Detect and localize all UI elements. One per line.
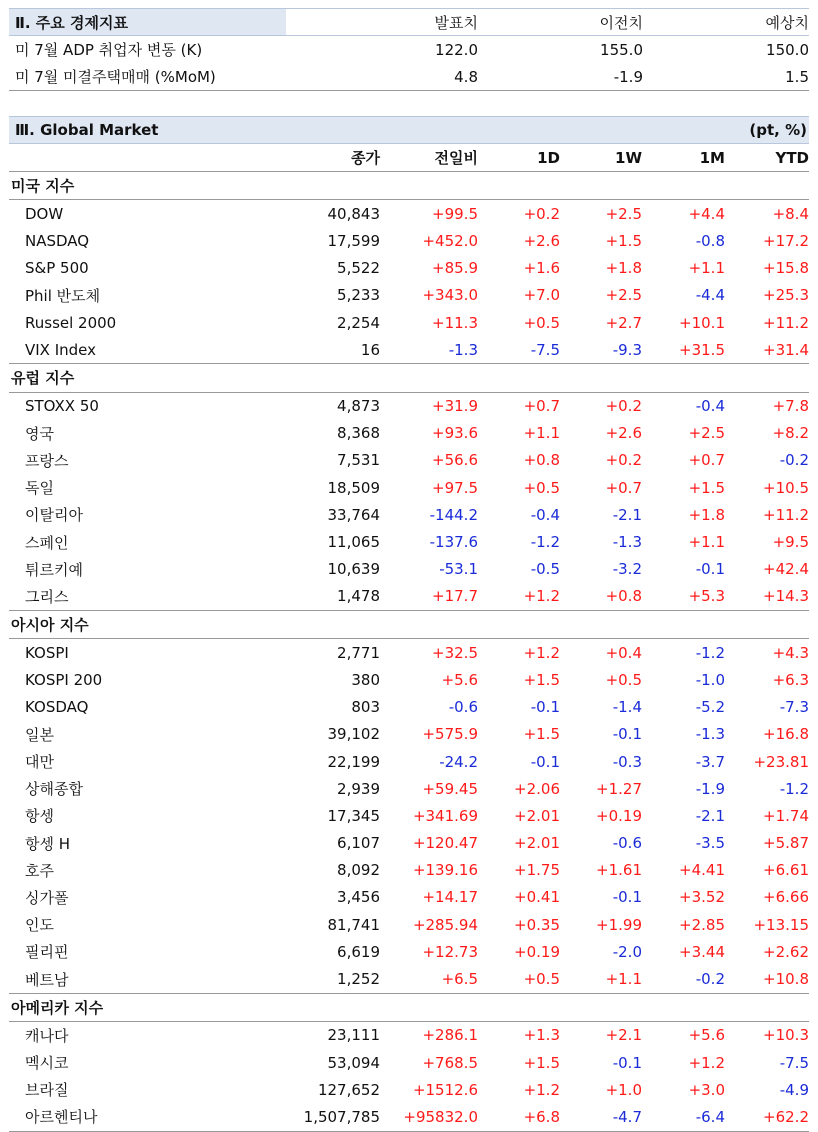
index-change: -1.3 (448, 340, 478, 359)
index-1m: +1.1 (688, 259, 725, 278)
index-1d: +1.2 (523, 587, 560, 606)
index-change: -24.2 (439, 752, 478, 771)
table-row (9, 721, 809, 748)
index-name: 그리스 (25, 587, 69, 606)
index-change: -144.2 (429, 505, 478, 524)
index-1d: +2.01 (514, 806, 560, 825)
index-1w: +2.5 (605, 204, 642, 223)
index-name: VIX Index (25, 340, 97, 359)
index-change: +452.0 (422, 231, 478, 250)
group-header: 아시아 지수 (9, 610, 809, 639)
index-name: 필리핀 (25, 943, 69, 962)
indicator-actual: 122.0 (435, 40, 478, 59)
index-1w: +2.7 (605, 313, 642, 332)
index-name: 캐나다 (25, 1026, 69, 1045)
index-name: 항셍 (25, 807, 54, 826)
index-name: 상해종합 (25, 780, 83, 799)
economic-indicators-header (9, 8, 809, 36)
index-change: +768.5 (422, 1053, 478, 1072)
indicator-name: 미 7월 ADP 취업자 변동 (K) (15, 41, 203, 60)
index-name: Russel 2000 (25, 313, 117, 332)
table-row (9, 1103, 809, 1131)
column-header-ytd: YTD (775, 148, 809, 167)
index-change: +97.5 (432, 478, 478, 497)
index-1m: +5.6 (688, 1026, 725, 1045)
table-row (9, 420, 809, 447)
index-close: 1,252 (337, 970, 380, 989)
index-close: 127,652 (317, 1080, 380, 1099)
index-name: STOXX 50 (25, 397, 99, 416)
index-ytd: +10.5 (763, 478, 809, 497)
index-name: 싱가폴 (25, 888, 69, 907)
column-header-actual: 발표치 (434, 13, 478, 32)
index-ytd: +10.8 (763, 970, 809, 989)
index-1w: -1.4 (612, 698, 642, 717)
index-change: +120.47 (412, 834, 478, 853)
table-row (9, 857, 809, 884)
column-header-1w: 1W (615, 148, 642, 167)
index-1d: -7.5 (530, 340, 560, 359)
index-change: +85.9 (432, 259, 478, 278)
index-1m: -1.0 (695, 670, 725, 689)
index-ytd: +14.3 (763, 587, 809, 606)
index-1w: +0.2 (605, 397, 642, 416)
index-1w: +0.4 (605, 643, 642, 662)
index-1m: -1.9 (695, 779, 725, 798)
table-row (9, 336, 809, 363)
indicator-row (9, 63, 809, 91)
index-ytd: -7.5 (779, 1053, 809, 1072)
indicator-previous: -1.9 (613, 67, 643, 86)
table-row (9, 583, 809, 610)
index-1w: -0.1 (612, 725, 642, 744)
table-row (9, 884, 809, 911)
index-1w: +1.61 (596, 861, 642, 880)
index-1w: +2.5 (605, 286, 642, 305)
index-change: +56.6 (432, 451, 478, 470)
indicator-forecast: 1.5 (785, 67, 809, 86)
index-ytd: +6.66 (763, 888, 809, 907)
index-1w: +1.5 (605, 231, 642, 250)
index-close: 18,509 (327, 478, 380, 497)
index-name: 튀르키예 (25, 560, 83, 579)
index-1w: +1.99 (596, 915, 642, 934)
column-header-row (9, 144, 809, 172)
index-1w: +0.5 (605, 670, 642, 689)
column-header-forecast: 예상치 (765, 13, 809, 32)
index-1d: -1.2 (530, 533, 560, 552)
index-1w: +1.0 (605, 1080, 642, 1099)
index-ytd: -0.2 (779, 451, 809, 470)
unit-label: (pt, %) (749, 121, 807, 139)
index-close: 23,111 (327, 1026, 380, 1045)
table-row (9, 911, 809, 938)
table-row (9, 528, 809, 555)
index-ytd: -4.9 (779, 1080, 809, 1099)
table-row (9, 694, 809, 721)
index-name: 항셍 H (25, 834, 71, 853)
column-header-1m: 1M (699, 148, 725, 167)
global-market-rows (9, 172, 809, 1132)
table-row (9, 802, 809, 829)
index-1w: +1.27 (596, 779, 642, 798)
index-1m: +1.1 (688, 533, 725, 552)
index-1m: -0.8 (695, 231, 725, 250)
index-name: KOSDAQ (25, 698, 89, 717)
table-row (9, 1049, 809, 1076)
index-1w: -1.3 (612, 533, 642, 552)
index-1w: +0.7 (605, 478, 642, 497)
index-1m: +3.44 (679, 942, 725, 961)
index-name: KOSPI (25, 643, 69, 662)
index-1d: +1.3 (523, 1026, 560, 1045)
index-1w: -2.1 (612, 505, 642, 524)
index-1m: -3.5 (695, 834, 725, 853)
table-row (9, 775, 809, 802)
index-close: 380 (351, 670, 380, 689)
index-1m: -0.4 (695, 397, 725, 416)
index-1w: +1.1 (605, 970, 642, 989)
index-change: +6.5 (441, 970, 478, 989)
column-header-1d: 1D (537, 148, 560, 167)
index-1m: -1.2 (695, 643, 725, 662)
index-close: 22,199 (327, 752, 380, 771)
index-close: 8,092 (337, 861, 380, 880)
index-ytd: +13.15 (753, 915, 809, 934)
index-1m: +1.2 (688, 1053, 725, 1072)
index-1w: -0.1 (612, 1053, 642, 1072)
indicator-forecast: 150.0 (766, 40, 809, 59)
indicator-row (9, 36, 809, 63)
index-change: +12.73 (422, 942, 478, 961)
index-ytd: +8.2 (772, 424, 809, 443)
index-1d: +1.5 (523, 1053, 560, 1072)
index-1d: +0.7 (523, 397, 560, 416)
index-name: DOW (25, 204, 64, 223)
index-change: -0.6 (448, 698, 478, 717)
table-row (9, 200, 809, 227)
indicator-name: 미 7월 미결주택매매 (%MoM) (15, 68, 216, 87)
index-change: +1512.6 (412, 1080, 478, 1099)
table-row (9, 309, 809, 336)
table-row (9, 748, 809, 775)
column-header-change: 전일비 (434, 149, 478, 167)
index-change: +11.3 (432, 313, 478, 332)
table-row (9, 227, 809, 254)
table-row (9, 965, 809, 992)
index-close: 39,102 (327, 725, 380, 744)
index-1m: -0.2 (695, 970, 725, 989)
group-header: 미국 지수 (9, 172, 809, 200)
index-close: 7,531 (337, 451, 380, 470)
index-1d: +2.01 (514, 834, 560, 853)
index-1d: +1.1 (523, 424, 560, 443)
index-ytd: +62.2 (763, 1107, 809, 1126)
index-change: +31.9 (432, 397, 478, 416)
index-1m: -6.4 (695, 1107, 725, 1126)
index-1m: -2.1 (695, 806, 725, 825)
index-1m: +0.7 (688, 451, 725, 470)
index-close: 10,639 (327, 560, 380, 579)
index-ytd: +4.3 (772, 643, 809, 662)
indicator-previous: 155.0 (600, 40, 643, 59)
index-change: +341.69 (412, 806, 478, 825)
index-1d: +0.2 (523, 204, 560, 223)
economic-indicators-section (9, 8, 809, 91)
index-1m: +3.0 (688, 1080, 725, 1099)
index-1w: -0.1 (612, 888, 642, 907)
index-ytd: +11.2 (763, 313, 809, 332)
index-ytd: +1.74 (763, 806, 809, 825)
index-close: 53,094 (327, 1053, 380, 1072)
index-close: 8,368 (337, 424, 380, 443)
index-close: 1,478 (337, 587, 380, 606)
index-ytd: +16.8 (763, 725, 809, 744)
table-row (9, 666, 809, 693)
index-ytd: -1.2 (779, 779, 809, 798)
table-row (9, 393, 809, 420)
index-1d: +1.2 (523, 643, 560, 662)
index-close: 33,764 (327, 505, 380, 524)
index-1w: -2.0 (612, 942, 642, 961)
index-name: 스페인 (25, 533, 69, 552)
index-1m: -3.7 (695, 752, 725, 771)
index-ytd: +5.87 (763, 834, 809, 853)
index-ytd: +17.2 (763, 231, 809, 250)
index-1w: -3.2 (612, 560, 642, 579)
index-1w: +1.8 (605, 259, 642, 278)
group-header: 아메리카 지수 (9, 993, 809, 1022)
index-ytd: +11.2 (763, 505, 809, 524)
index-name: 베트남 (25, 970, 69, 989)
index-close: 6,619 (337, 942, 380, 961)
index-1d: +0.41 (514, 888, 560, 907)
index-1m: +4.4 (688, 204, 725, 223)
table-row (9, 447, 809, 474)
index-ytd: -7.3 (779, 698, 809, 717)
index-name: 호주 (25, 861, 54, 880)
index-1m: +10.1 (679, 313, 725, 332)
index-1d: +2.06 (514, 779, 560, 798)
section-title: Ⅱ. 주요 경제지표 (9, 9, 286, 35)
index-1d: +1.2 (523, 1080, 560, 1099)
index-close: 81,741 (327, 915, 380, 934)
table-row (9, 1022, 809, 1049)
table-row (9, 255, 809, 282)
indicator-actual: 4.8 (454, 67, 478, 86)
section-title-bar (9, 117, 809, 143)
index-close: 11,065 (327, 533, 380, 552)
column-header-previous: 이전치 (599, 13, 643, 32)
global-market-header (9, 116, 809, 144)
index-close: 4,873 (337, 397, 380, 416)
index-1d: -0.4 (530, 505, 560, 524)
index-change: +59.45 (422, 779, 478, 798)
index-ytd: +9.5 (772, 533, 809, 552)
index-ytd: +2.62 (763, 942, 809, 961)
index-1w: -0.3 (612, 752, 642, 771)
index-ytd: +42.4 (763, 560, 809, 579)
table-row (9, 556, 809, 583)
index-change: -137.6 (429, 533, 478, 552)
section-title: Ⅲ. Global Market (15, 121, 159, 139)
index-name: 브라질 (25, 1081, 69, 1100)
index-1d: +1.5 (523, 725, 560, 744)
index-1d: +0.8 (523, 451, 560, 470)
index-name: 이탈리아 (25, 506, 83, 525)
index-1d: +0.5 (523, 970, 560, 989)
index-1d: +1.75 (514, 861, 560, 880)
index-close: 1,507,785 (303, 1107, 380, 1126)
index-change: +17.7 (432, 587, 478, 606)
index-1m: +2.85 (679, 915, 725, 934)
table-row (9, 282, 809, 309)
economic-indicators-rows (9, 36, 809, 91)
index-1d: -0.1 (530, 698, 560, 717)
index-1m: +2.5 (688, 424, 725, 443)
index-1d: -0.1 (530, 752, 560, 771)
index-ytd: +31.4 (763, 340, 809, 359)
index-change: +32.5 (432, 643, 478, 662)
index-name: 멕시코 (25, 1054, 69, 1073)
index-1m: +1.5 (688, 478, 725, 497)
index-change: +5.6 (441, 670, 478, 689)
index-name: KOSPI 200 (25, 670, 103, 689)
index-name: 아르헨티나 (25, 1108, 98, 1127)
index-ytd: +15.8 (763, 259, 809, 278)
index-1w: +0.8 (605, 587, 642, 606)
column-header-close: 종가 (351, 149, 380, 167)
index-close: 40,843 (327, 204, 380, 223)
table-row (9, 474, 809, 501)
index-1w: -9.3 (612, 340, 642, 359)
index-close: 2,939 (337, 779, 380, 798)
index-ytd: +7.8 (772, 397, 809, 416)
index-change: +14.17 (422, 888, 478, 907)
index-close: 2,254 (337, 313, 380, 332)
index-ytd: +10.3 (763, 1026, 809, 1045)
index-name: 일본 (25, 725, 54, 744)
index-name: NASDAQ (25, 231, 90, 250)
index-1d: +0.35 (514, 915, 560, 934)
index-ytd: +23.81 (753, 752, 809, 771)
index-change: +93.6 (432, 424, 478, 443)
index-name: 독일 (25, 479, 54, 498)
index-close: 3,456 (337, 888, 380, 907)
table-row (9, 938, 809, 965)
index-1m: -0.1 (695, 560, 725, 579)
index-ytd: +6.3 (772, 670, 809, 689)
index-close: 17,599 (327, 231, 380, 250)
index-1m: +31.5 (679, 340, 725, 359)
index-name: Phil 반도체 (25, 286, 101, 305)
index-change: +285.94 (412, 915, 478, 934)
index-1d: -0.5 (530, 560, 560, 579)
index-close: 16 (360, 340, 380, 359)
index-1m: +5.3 (688, 587, 725, 606)
index-1w: -4.7 (612, 1107, 642, 1126)
index-1d: +0.5 (523, 478, 560, 497)
index-ytd: +6.61 (763, 861, 809, 880)
index-close: 17,345 (327, 806, 380, 825)
index-1m: +3.52 (679, 888, 725, 907)
index-1d: +0.5 (523, 313, 560, 332)
index-name: 프랑스 (25, 451, 69, 470)
index-close: 5,233 (337, 286, 380, 305)
index-1d: +1.6 (523, 259, 560, 278)
index-1m: +4.41 (679, 861, 725, 880)
index-1d: +6.8 (523, 1107, 560, 1126)
index-close: 2,771 (337, 643, 380, 662)
index-change: +99.5 (432, 204, 478, 223)
index-1d: +2.6 (523, 231, 560, 250)
table-row (9, 639, 809, 666)
index-change: +343.0 (422, 286, 478, 305)
index-1d: +0.19 (514, 942, 560, 961)
index-1w: +2.6 (605, 424, 642, 443)
index-close: 5,522 (337, 259, 380, 278)
table-row (9, 830, 809, 857)
group-header: 유럽 지수 (9, 363, 809, 392)
index-ytd: +8.4 (772, 204, 809, 223)
index-close: 803 (351, 698, 380, 717)
index-name: 인도 (25, 916, 54, 935)
index-1w: +0.19 (596, 806, 642, 825)
index-1d: +1.5 (523, 670, 560, 689)
index-1m: -1.3 (695, 725, 725, 744)
index-change: +139.16 (412, 861, 478, 880)
index-change: -53.1 (439, 560, 478, 579)
index-1w: -0.6 (612, 834, 642, 853)
index-change: +286.1 (422, 1026, 478, 1045)
index-close: 6,107 (337, 834, 380, 853)
index-1w: +0.2 (605, 451, 642, 470)
table-row (9, 501, 809, 528)
index-1m: -5.2 (695, 698, 725, 717)
index-1d: +7.0 (523, 286, 560, 305)
index-change: +95832.0 (403, 1107, 478, 1126)
index-ytd: +25.3 (763, 286, 809, 305)
index-1m: -4.4 (695, 286, 725, 305)
index-name: 영국 (25, 424, 54, 443)
index-1m: +1.8 (688, 505, 725, 524)
global-market-section (9, 116, 809, 1132)
table-row (9, 1076, 809, 1103)
index-name: S&P 500 (25, 259, 89, 278)
index-name: 대만 (25, 753, 54, 772)
index-change: +575.9 (422, 725, 478, 744)
index-1w: +2.1 (605, 1026, 642, 1045)
